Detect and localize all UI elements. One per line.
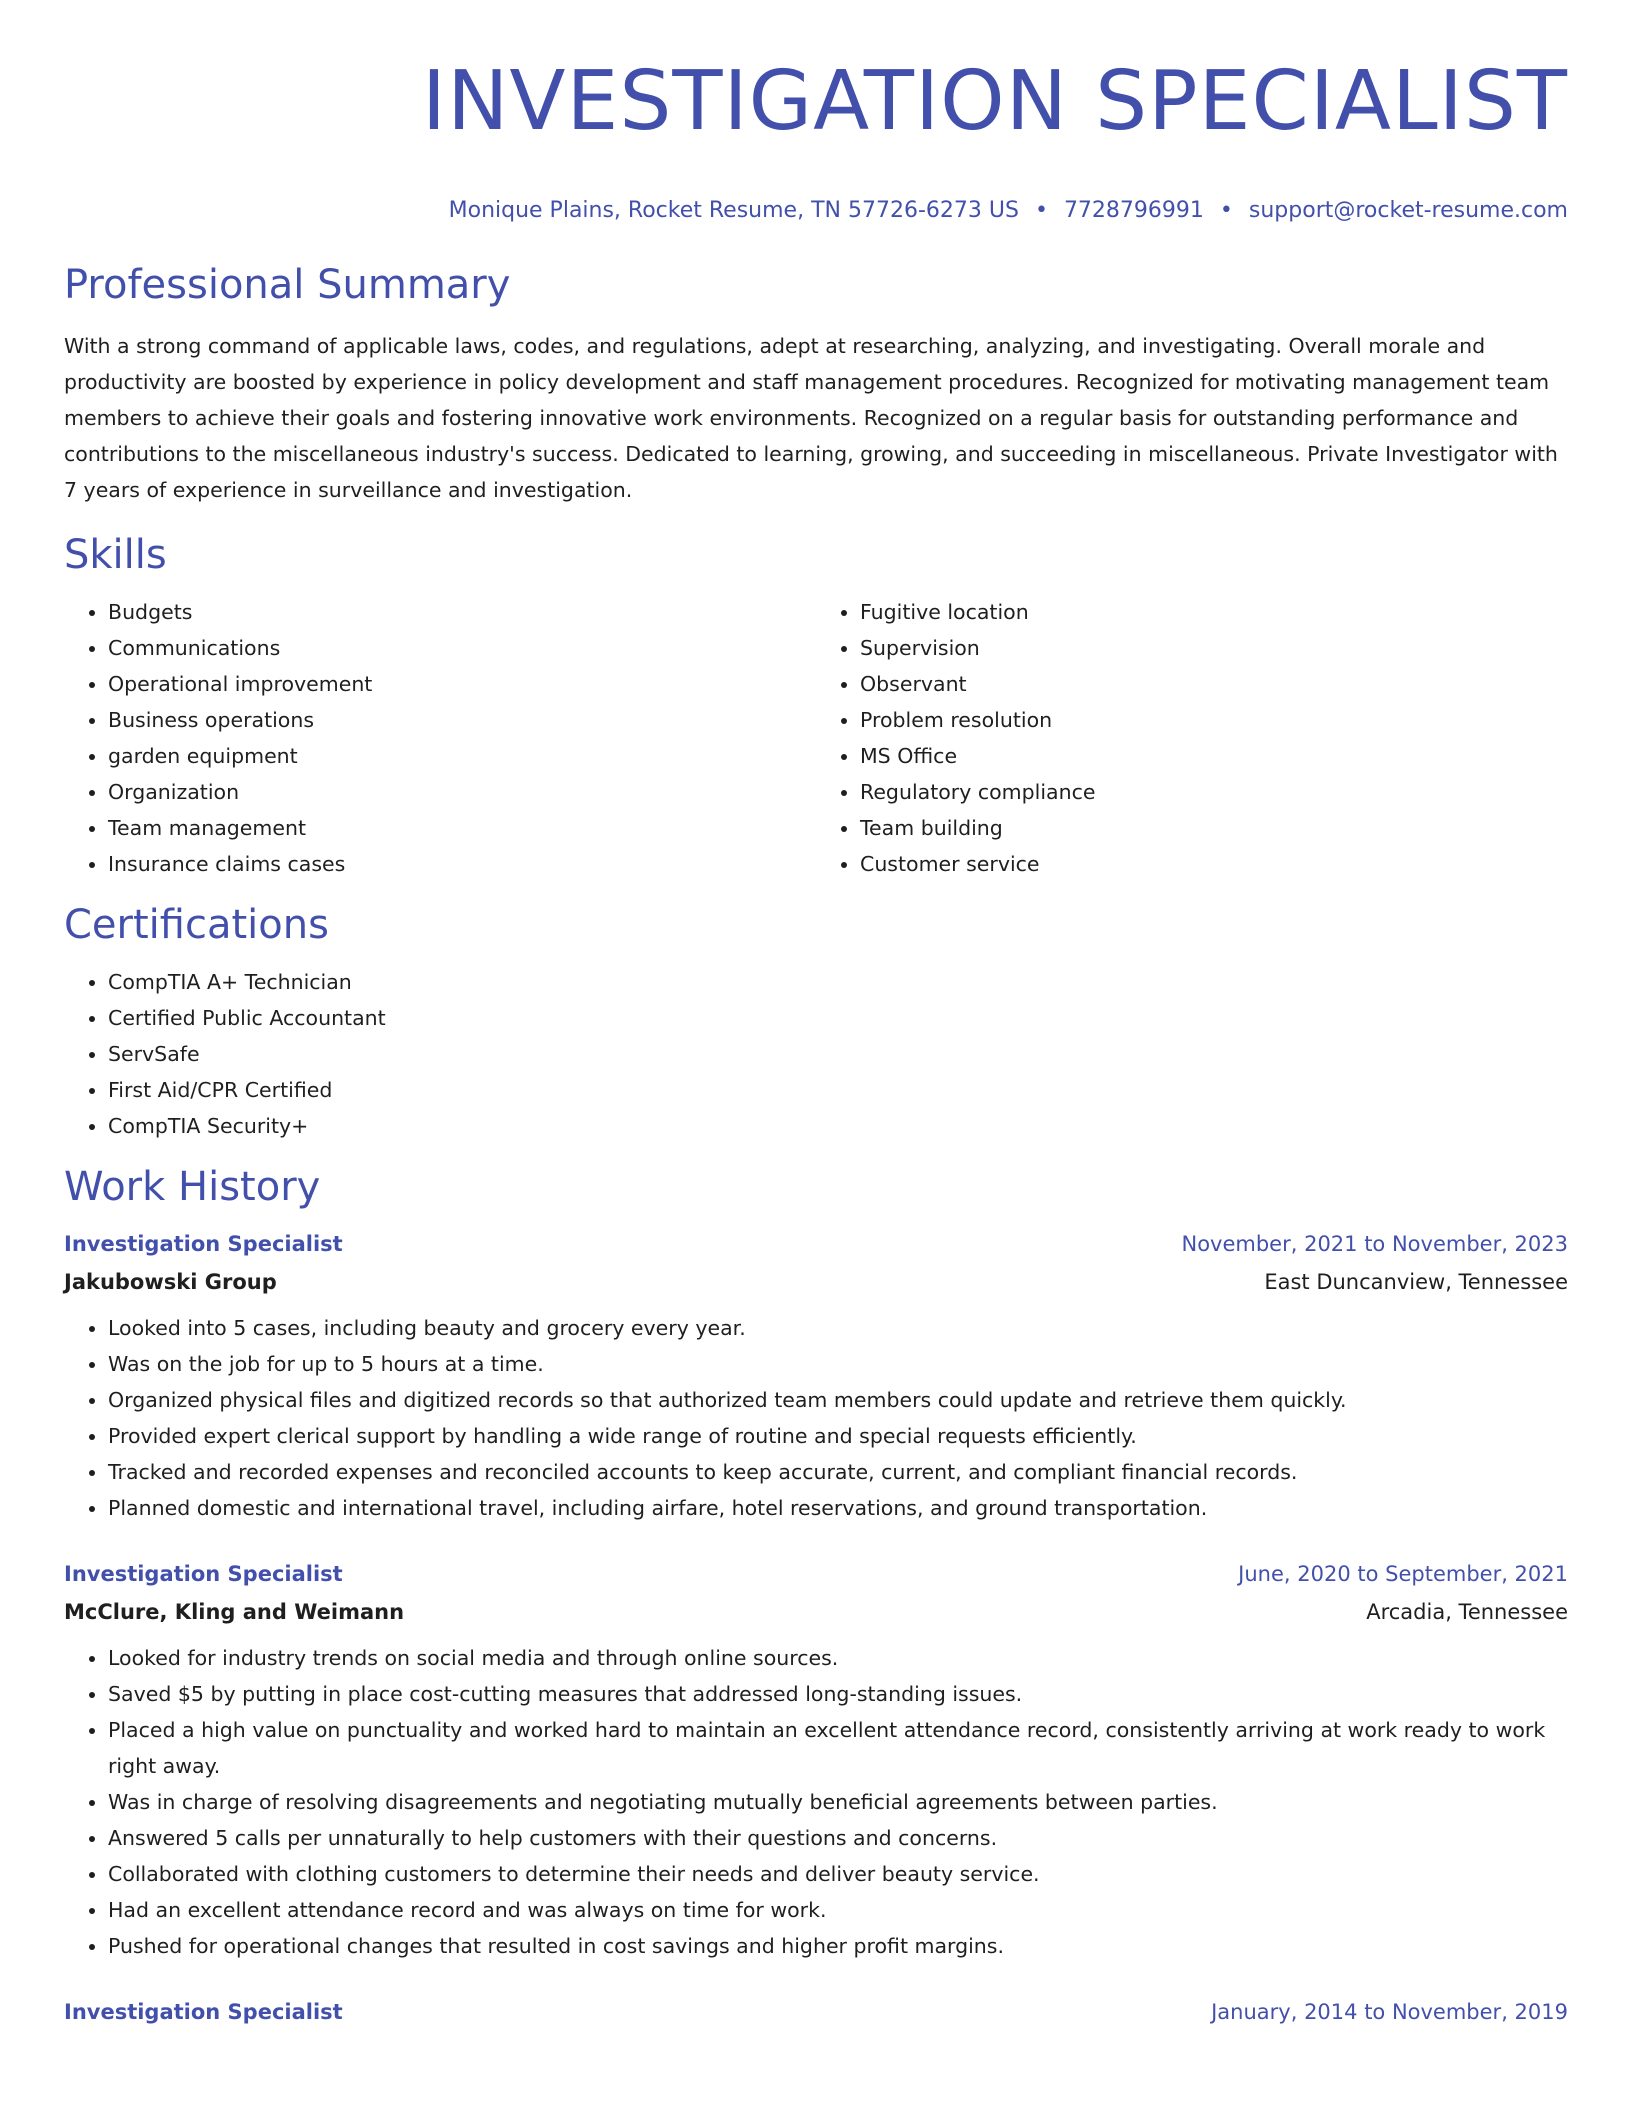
job-role: Investigation Specialist	[64, 1562, 343, 1586]
job-bullet: • Pushed for operational changes that resulted in cost savings and higher profit margins.	[108, 1928, 1568, 1964]
page-title: INVESTIGATION SPECIALIST	[421, 54, 1568, 149]
job-bullet: • Placed a high value on punctuality and worked hard to maintain an excellent attendance record, consistently arriving at work ready to work right away.	[108, 1712, 1568, 1784]
skill-item: • Problem resolution	[860, 702, 1568, 738]
job-dates: June, 2020 to September, 2021	[1238, 1562, 1568, 1586]
certification-item: • CompTIA A+ Technician	[108, 964, 1568, 1000]
skill-item: • Business operations	[108, 702, 816, 738]
job-bullet: • Provided expert clerical support by handling a wide range of routine and special requests efficiently.	[108, 1418, 1568, 1454]
skill-item: • MS Office	[860, 738, 1568, 774]
skill-item: • Budgets	[108, 594, 816, 630]
job-bullet: • Was on the job for up to 5 hours at a time.	[108, 1346, 1568, 1382]
skill-item: • Observant	[860, 666, 1568, 702]
skills-heading: Skills	[64, 532, 167, 578]
contact-address: Monique Plains, Rocket Resume, TN 57726-6273 US	[448, 198, 1019, 223]
job-location: Arcadia, Tennessee	[1366, 1600, 1568, 1624]
job-entry	[64, 1556, 1568, 1964]
job-location: East Duncanview, Tennessee	[1264, 1270, 1568, 1294]
skill-item: • Customer service	[860, 846, 1568, 882]
contact-line	[64, 196, 1568, 226]
skills-columns	[64, 594, 1568, 882]
contact-phone: 7728796991	[1063, 198, 1204, 223]
job-bullet: • Saved $5 by putting in place cost-cutting measures that addressed long-standing issues.	[108, 1676, 1568, 1712]
skill-item: • Regulatory compliance	[860, 774, 1568, 810]
job-bullet: • Looked for industry trends on social media and through online sources.	[108, 1640, 1568, 1676]
job-header-row	[64, 1556, 1568, 1592]
contact-separator: •	[1219, 198, 1233, 223]
job-company-row	[64, 1262, 1568, 1302]
skill-item: • Organization	[108, 774, 816, 810]
job-header-row	[64, 1994, 1568, 2030]
job-bullets	[64, 1640, 1568, 1964]
job-bullet: • Tracked and recorded expenses and reconciled accounts to keep accurate, current, and compliant financial records.	[108, 1454, 1568, 1490]
job-bullet: • Organized physical files and digitized records so that authorized team members could update and retrieve them quickly.	[108, 1382, 1568, 1418]
job-company-row	[64, 1592, 1568, 1632]
job-bullet: • Looked into 5 cases, including beauty and grocery every year.	[108, 1310, 1568, 1346]
job-bullets	[64, 1310, 1568, 1526]
skill-item: • Fugitive location	[860, 594, 1568, 630]
skill-item: • Operational improvement	[108, 666, 816, 702]
certification-item: • CompTIA Security+	[108, 1108, 1568, 1144]
certifications-heading: Certifications	[64, 902, 329, 948]
job-role: Investigation Specialist	[64, 1232, 343, 1256]
job-dates: January, 2014 to November, 2019	[1211, 2000, 1568, 2024]
skill-item: • garden equipment	[108, 738, 816, 774]
skill-item: • Team management	[108, 810, 816, 846]
skills-list-left	[64, 594, 816, 882]
summary-text: With a strong command of applicable laws, codes, and regulations, adept at researching, analyzing, and investigating. Overall morale and productivity are boosted by experience in policy development and staff management procedures. Recognized for motivating management team members to achieve their goals and fostering innovative work environments. Recognized on a regular basis for outstanding performance and contributions to the miscellaneous industry's success. Dedicated to learning, growing, and succeeding in miscellaneous. Private Investigator with 7 years of experience in surveillance and investigation.	[64, 334, 1558, 502]
contact-email: support@rocket-resume.com	[1248, 198, 1568, 223]
certifications-list	[64, 964, 1568, 1144]
certification-item: • First Aid/CPR Certified	[108, 1072, 1568, 1108]
job-company: McClure, Kling and Weimann	[64, 1600, 405, 1624]
work-history-heading: Work History	[64, 1164, 321, 1210]
job-entry	[64, 1226, 1568, 1526]
skill-item: • Insurance claims cases	[108, 846, 816, 882]
job-bullet: • Had an excellent attendance record and was always on time for work.	[108, 1892, 1568, 1928]
job-bullet: • Was in charge of resolving disagreements and negotiating mutually beneficial agreements between parties.	[108, 1784, 1568, 1820]
job-header-row	[64, 1226, 1568, 1262]
job-bullet: • Answered 5 calls per unnaturally to help customers with their questions and concerns.	[108, 1820, 1568, 1856]
job-role: Investigation Specialist	[64, 2000, 343, 2024]
job-company: Jakubowski Group	[64, 1270, 277, 1294]
summary-heading: Professional Summary	[64, 262, 511, 308]
job-bullet: • Planned domestic and international travel, including airfare, hotel reservations, and ground transportation.	[108, 1490, 1568, 1526]
job-entry	[64, 1994, 1568, 2030]
certification-item: • ServSafe	[108, 1036, 1568, 1072]
job-bullet: • Collaborated with clothing customers to determine their needs and deliver beauty service.	[108, 1856, 1568, 1892]
contact-separator: •	[1034, 198, 1048, 223]
skill-item: • Team building	[860, 810, 1568, 846]
skill-item: • Supervision	[860, 630, 1568, 666]
certification-item: • Certified Public Accountant	[108, 1000, 1568, 1036]
skills-list-right	[816, 594, 1568, 882]
job-dates: November, 2021 to November, 2023	[1181, 1232, 1568, 1256]
skill-item: • Communications	[108, 630, 816, 666]
